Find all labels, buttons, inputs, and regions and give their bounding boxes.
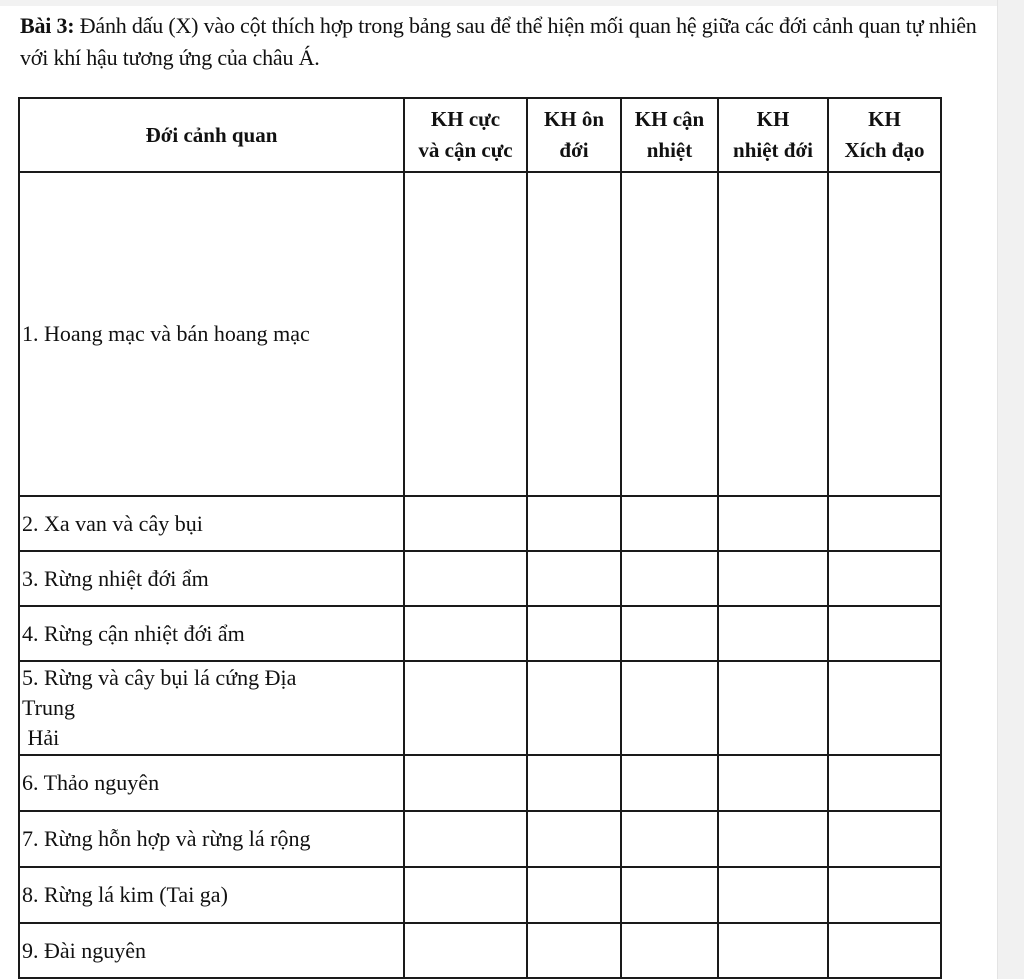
mark-cell[interactable] bbox=[621, 755, 718, 811]
header-line: KH ôn bbox=[543, 107, 605, 131]
table-row bbox=[19, 606, 941, 661]
mark-cell[interactable] bbox=[404, 811, 527, 867]
mark-cell[interactable] bbox=[718, 923, 828, 978]
mark-cell[interactable] bbox=[404, 867, 527, 923]
mark-cell[interactable] bbox=[527, 606, 621, 661]
mark-cell[interactable] bbox=[621, 811, 718, 867]
header-climate-polar bbox=[404, 98, 527, 172]
header-line: Xích đạo bbox=[844, 138, 925, 162]
row-landscape-name: 6. Thảo nguyên bbox=[19, 755, 404, 811]
mark-cell[interactable] bbox=[527, 172, 621, 496]
mark-cell[interactable] bbox=[527, 661, 621, 755]
mark-cell[interactable] bbox=[404, 496, 527, 551]
header-climate-temperate bbox=[527, 98, 621, 172]
vertical-scrollbar[interactable] bbox=[997, 0, 1024, 979]
mark-cell[interactable] bbox=[828, 923, 941, 978]
mark-cell[interactable] bbox=[404, 172, 527, 496]
top-strip bbox=[0, 0, 998, 6]
header-line: KH bbox=[868, 107, 901, 131]
exercise-label: Bài 3: bbox=[20, 13, 75, 38]
mark-cell[interactable] bbox=[621, 661, 718, 755]
row-landscape-name: 4. Rừng cận nhiệt đới ẩm bbox=[19, 606, 404, 661]
header-line: nhiệt bbox=[646, 138, 693, 162]
exercise-text: Đánh dấu (X) vào cột thích hợp trong bảng sau để thể hiện mối quan hệ giữa các đới cảnh quan tự nhiên với khí hậu tương ứng của châu Á. bbox=[20, 13, 977, 70]
mark-cell[interactable] bbox=[828, 606, 941, 661]
mark-cell[interactable] bbox=[828, 551, 941, 606]
mark-cell[interactable] bbox=[718, 551, 828, 606]
row-landscape-name: 8. Rừng lá kim (Tai ga) bbox=[19, 867, 404, 923]
mark-cell[interactable] bbox=[527, 867, 621, 923]
mark-cell[interactable] bbox=[404, 755, 527, 811]
landscape-climate-table bbox=[18, 97, 942, 979]
mark-cell[interactable] bbox=[718, 496, 828, 551]
mark-cell[interactable] bbox=[718, 867, 828, 923]
mark-cell[interactable] bbox=[828, 755, 941, 811]
mark-cell[interactable] bbox=[404, 551, 527, 606]
mark-cell[interactable] bbox=[527, 923, 621, 978]
mark-cell[interactable] bbox=[404, 606, 527, 661]
table-header-row bbox=[19, 98, 941, 172]
table-row bbox=[19, 172, 941, 496]
table-row bbox=[19, 811, 941, 867]
mark-cell[interactable] bbox=[718, 811, 828, 867]
header-line: đới bbox=[559, 138, 589, 162]
mark-cell[interactable] bbox=[718, 755, 828, 811]
header-landscape: Đới cảnh quan bbox=[19, 98, 404, 172]
header-climate-subtropical bbox=[621, 98, 718, 172]
mark-cell[interactable] bbox=[404, 923, 527, 978]
table-row bbox=[19, 867, 941, 923]
mark-cell[interactable] bbox=[718, 172, 828, 496]
mark-cell[interactable] bbox=[718, 606, 828, 661]
row-landscape-name: 3. Rừng nhiệt đới ẩm bbox=[19, 551, 404, 606]
mark-cell[interactable] bbox=[621, 496, 718, 551]
header-line: KH cận bbox=[634, 107, 705, 131]
table-row bbox=[19, 661, 941, 755]
table-row bbox=[19, 496, 941, 551]
name-line: 5. Rừng và cây bụi lá cứng Địa bbox=[22, 665, 297, 690]
mark-cell[interactable] bbox=[718, 661, 828, 755]
mark-cell[interactable] bbox=[621, 172, 718, 496]
row-landscape-name: 1. Hoang mạc và bán hoang mạc bbox=[19, 172, 404, 496]
row-landscape-name: 9. Đài nguyên bbox=[19, 923, 404, 978]
mark-cell[interactable] bbox=[828, 811, 941, 867]
exercise-prompt bbox=[20, 10, 980, 74]
header-line: KH bbox=[756, 107, 790, 131]
mark-cell[interactable] bbox=[828, 661, 941, 755]
mark-cell[interactable] bbox=[828, 496, 941, 551]
row-landscape-name: 2. Xa van và cây bụi bbox=[19, 496, 404, 551]
mark-cell[interactable] bbox=[527, 551, 621, 606]
mark-cell[interactable] bbox=[621, 606, 718, 661]
mark-cell[interactable] bbox=[527, 496, 621, 551]
mark-cell[interactable] bbox=[404, 661, 527, 755]
mark-cell[interactable] bbox=[621, 923, 718, 978]
mark-cell[interactable] bbox=[527, 755, 621, 811]
header-climate-equatorial bbox=[828, 98, 941, 172]
header-line: KH cực bbox=[430, 107, 501, 131]
table-row bbox=[19, 755, 941, 811]
name-line: Trung bbox=[22, 695, 75, 720]
header-climate-tropical bbox=[718, 98, 828, 172]
mark-cell[interactable] bbox=[621, 551, 718, 606]
header-line: nhiệt đới bbox=[733, 138, 813, 162]
mark-cell[interactable] bbox=[828, 867, 941, 923]
name-line: Hải bbox=[22, 725, 60, 750]
mark-cell[interactable] bbox=[621, 867, 718, 923]
row-landscape-name bbox=[19, 661, 404, 755]
row-landscape-name: 7. Rừng hỗn hợp và rừng lá rộng bbox=[19, 811, 404, 867]
table-row bbox=[19, 923, 941, 978]
header-line: và cận cực bbox=[418, 138, 513, 162]
table-row bbox=[19, 551, 941, 606]
mark-cell[interactable] bbox=[828, 172, 941, 496]
mark-cell[interactable] bbox=[527, 811, 621, 867]
